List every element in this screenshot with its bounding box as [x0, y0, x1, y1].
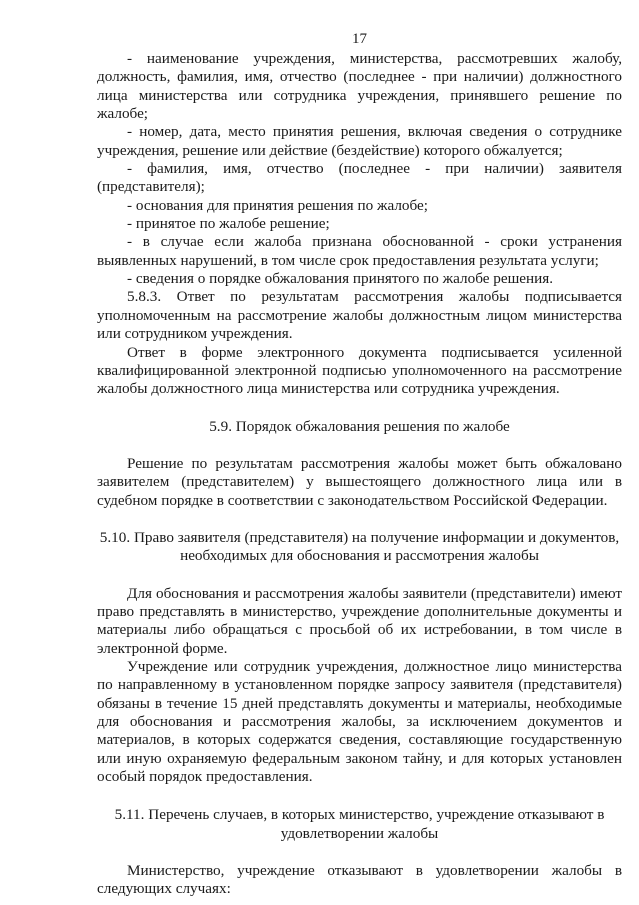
list-item: - фамилия, имя, отчество (последнее - при наличии) заявителя (представителя);: [97, 160, 622, 196]
document-page: [97, 30, 622, 899]
list-item: - наименование учреждения, министерства, рассмотревших жалобу, должность, фамилия, имя, отчество (последнее - при наличии) должностного лица министерства или сотрудника учреждения, принявшего решение по жалобе;: [97, 50, 622, 123]
paragraph-583-electronic: Ответ в форме электронного документа подписывается усиленной квалифицированной электронной подписью уполномоченного на рассмотрение жалобы должностного лица министерства или сотрудника учреждения.: [97, 343, 622, 398]
section-heading-511: 5.11. Перечень случаев, в которых министерство, учреждение отказывают в удовлетворении жалобы: [114, 806, 605, 842]
page-number: 17: [352, 31, 367, 47]
list-item: - номер, дата, место принятия решения, включая сведения о сотруднике учреждения, решение или действие (бездействие) которого обжалуется;: [97, 123, 622, 159]
list-item: - в случае если жалоба признана обоснованной - сроки устранения выявленных нарушений, в том числе срок предоставления результата услуги;: [97, 233, 622, 269]
section-heading-59: 5.9. Порядок обжалования решения по жалобе: [209, 417, 510, 435]
list-item: - основания для принятия решения по жалобе;: [127, 196, 428, 214]
list-item: - принятое по жалобе решение;: [127, 215, 330, 233]
paragraph: Учреждение или сотрудник учреждения, должностное лицо министерства по направленному в установленном порядке запросу заявителя (представителя) обязаны в течение 15 дней представлять документы и материалы, необходимые для обоснования и рассмотрения жалобы, за исключением документов и материалов, в которых содержатся сведения, составляющие государственную или иную охраняемую федеральным законом тайну, и для которых установлен особый порядок предоставления.: [97, 657, 622, 786]
section-heading-510: 5.10. Право заявителя (представителя) на получение информации и документов, необходимых для обоснования и рассмотрения жалобы: [99, 528, 620, 565]
paragraph: Для обоснования и рассмотрения жалобы заявители (представители) имеют право представлять в министерство, учреждение дополнительные документы и материалы либо обращаться с просьбой об их истребовании, в том числе в электронной форме.: [97, 584, 622, 657]
paragraph-583: 5.8.3. Ответ по результатам рассмотрения жалобы подписывается уполномоченным на рассмотрение жалобы должностным лицом министерства или сотрудником учреждения.: [97, 288, 622, 343]
paragraph: Министерство, учреждение отказывают в удовлетворении жалобы в следующих случаях:: [97, 862, 622, 898]
list-item: - сведения о порядке обжалования принятого по жалобе решения.: [127, 270, 554, 288]
paragraph: Решение по результатам рассмотрения жалобы может быть обжаловано заявителем (представителем) у вышестоящего должностного лица или в судебном порядке в соответствии с законодательством Российской Федерации.: [97, 454, 622, 509]
